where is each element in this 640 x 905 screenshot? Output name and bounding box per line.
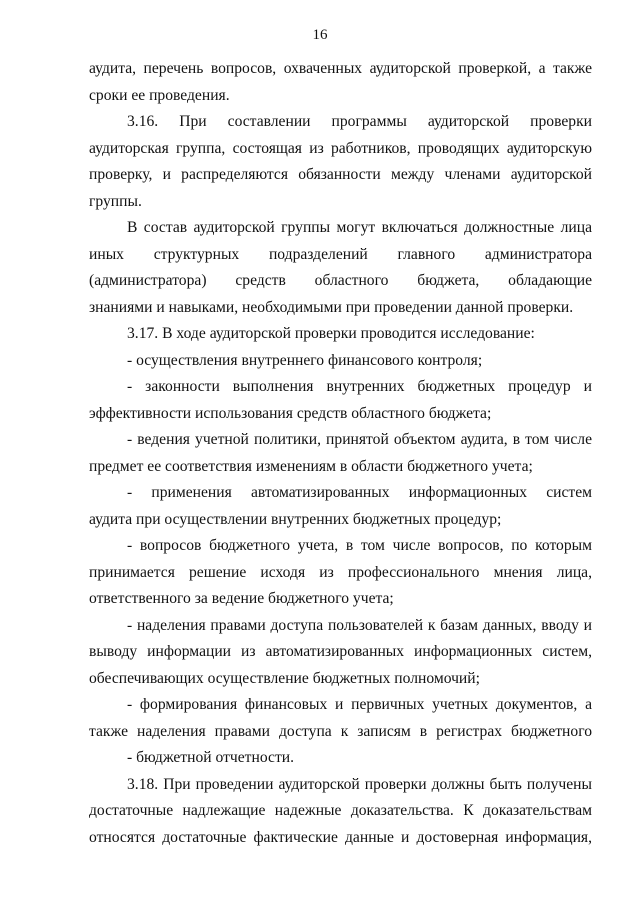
text-line: аудиторская группа, состоящая из работников, проводящих аудиторскую [89, 139, 592, 157]
text-line: 3.18. При проведении аудиторской проверки должны быть получены [127, 775, 592, 793]
text-line: - ведения учетной политики, принятой объектом аудита, в том числе [127, 431, 592, 448]
text-line: иных структурных подразделений главного администратора [89, 245, 592, 263]
text-line: проверку, и распределяются обязанности между членами аудиторской [89, 166, 592, 183]
text-line: - бюджетной отчетности. [127, 749, 295, 766]
text-line: (администратора) средств областного бюджета, обладающие [89, 272, 592, 289]
text-line: достаточные надлежащие надежные доказательства. К доказательствам [89, 802, 592, 819]
text-line: В состав аудиторской группы могут включаться должностные лица [127, 219, 592, 236]
text-line: ответственного за ведение бюджетного учета; [89, 590, 394, 607]
text-line: 3.17. В ходе аудиторской проверки проводится исследование: [127, 325, 535, 342]
text-line: сроки ее проведения. [89, 86, 230, 104]
text-line: знаниями и навыками, необходимыми при проведении данной проверки. [89, 298, 574, 316]
text-line: - применения автоматизированных информационных систем [127, 484, 592, 501]
text-line: также наделения правами доступа к записям в регистрах бюджетного [89, 722, 592, 740]
page-number: 16 [312, 27, 328, 43]
text-line: группы. [89, 192, 142, 210]
text-line: аудита при осуществлении внутренних бюджетных процедур; [89, 510, 502, 528]
text-line: принимается решение исходя из профессионального мнения лица, [89, 563, 592, 581]
text-line: - вопросов бюджетного учета, в том числе вопросов, по которым [127, 537, 592, 554]
text-line: - осуществления внутреннего финансового контроля; [127, 351, 483, 369]
text-line: - формирования финансовых и первичных учетных документов, а [127, 696, 592, 713]
text-line: аудита, перечень вопросов, охваченных аудиторской проверкой, а также [89, 60, 592, 77]
document-body [89, 56, 592, 851]
text-line: 3.16. При составлении программы аудиторской проверки [127, 113, 592, 130]
text-line: выводу информации из автоматизированных информационных систем, [89, 643, 592, 660]
text-line: обеспечивающих осуществление бюджетных полномочий; [89, 669, 480, 687]
text-line: предмет ее соответствия изменениям в области бюджетного учета; [89, 457, 533, 475]
text-line: относятся достаточные фактические данные и достоверная информация, [89, 828, 592, 846]
text-line: - наделения правами доступа пользователей к базам данных, вводу и [127, 616, 592, 634]
text-line: - законности выполнения внутренних бюджетных процедур и [127, 378, 592, 395]
text-line: эффективности использования средств областного бюджета; [89, 404, 492, 422]
